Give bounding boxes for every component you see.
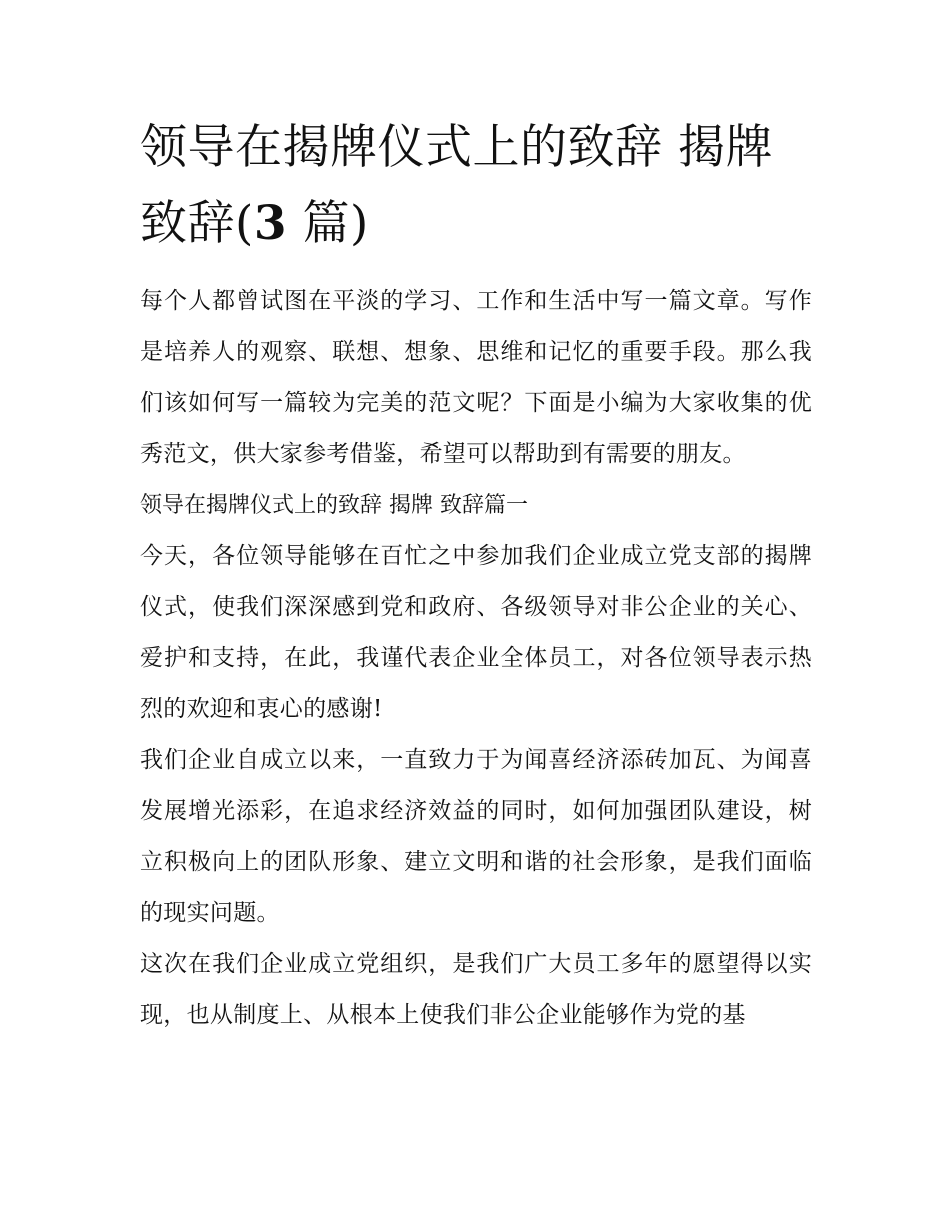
document-title: [140, 110, 812, 262]
section-heading: 领导在揭牌仪式上的致辞 揭牌 致辞篇一: [140, 493, 528, 518]
title-line-1: 领导在揭牌仪式上的致辞 揭牌: [140, 120, 773, 175]
body-paragraph: 这次在我们企业成立党组织，是我们广大员工多年的愿望得以实现，也从制度上、从根本上使我们非公企业能够作为党的基: [140, 951, 812, 1028]
title-count: 3: [253, 196, 288, 251]
intro-paragraph: 每个人都曾试图在平淡的学习、工作和生活中写一篇文章。写作是培养人的观察、联想、想象、思维和记忆的重要手段。那么我们该如何写一篇较为完美的范文呢？下面是小编为大家收集的优秀范文，供大家参考借鉴，希望可以帮助到有需要的朋友。: [140, 288, 812, 467]
title-line-2-suffix: 篇): [287, 196, 369, 251]
title-line-2-prefix: 致辞(: [140, 196, 254, 251]
body-paragraph: 我们企业自成立以来，一直致力于为闻喜经济添砖加瓦、为闻喜发展增光添彩，在追求经济效益的同时，如何加强团队建设，树立积极向上的团队形象、建立文明和谐的社会形象，是我们面临的现实问题。: [140, 747, 812, 926]
body-paragraph: 今天，各位领导能够在百忙之中参加我们企业成立党支部的揭牌仪式，使我们深深感到党和政府、各级领导对非公企业的关心、爱护和支持，在此，我谨代表企业全体员工，对各位领导表示热烈的欢迎和衷心的感谢!: [140, 543, 812, 722]
document-page: [140, 110, 812, 1041]
